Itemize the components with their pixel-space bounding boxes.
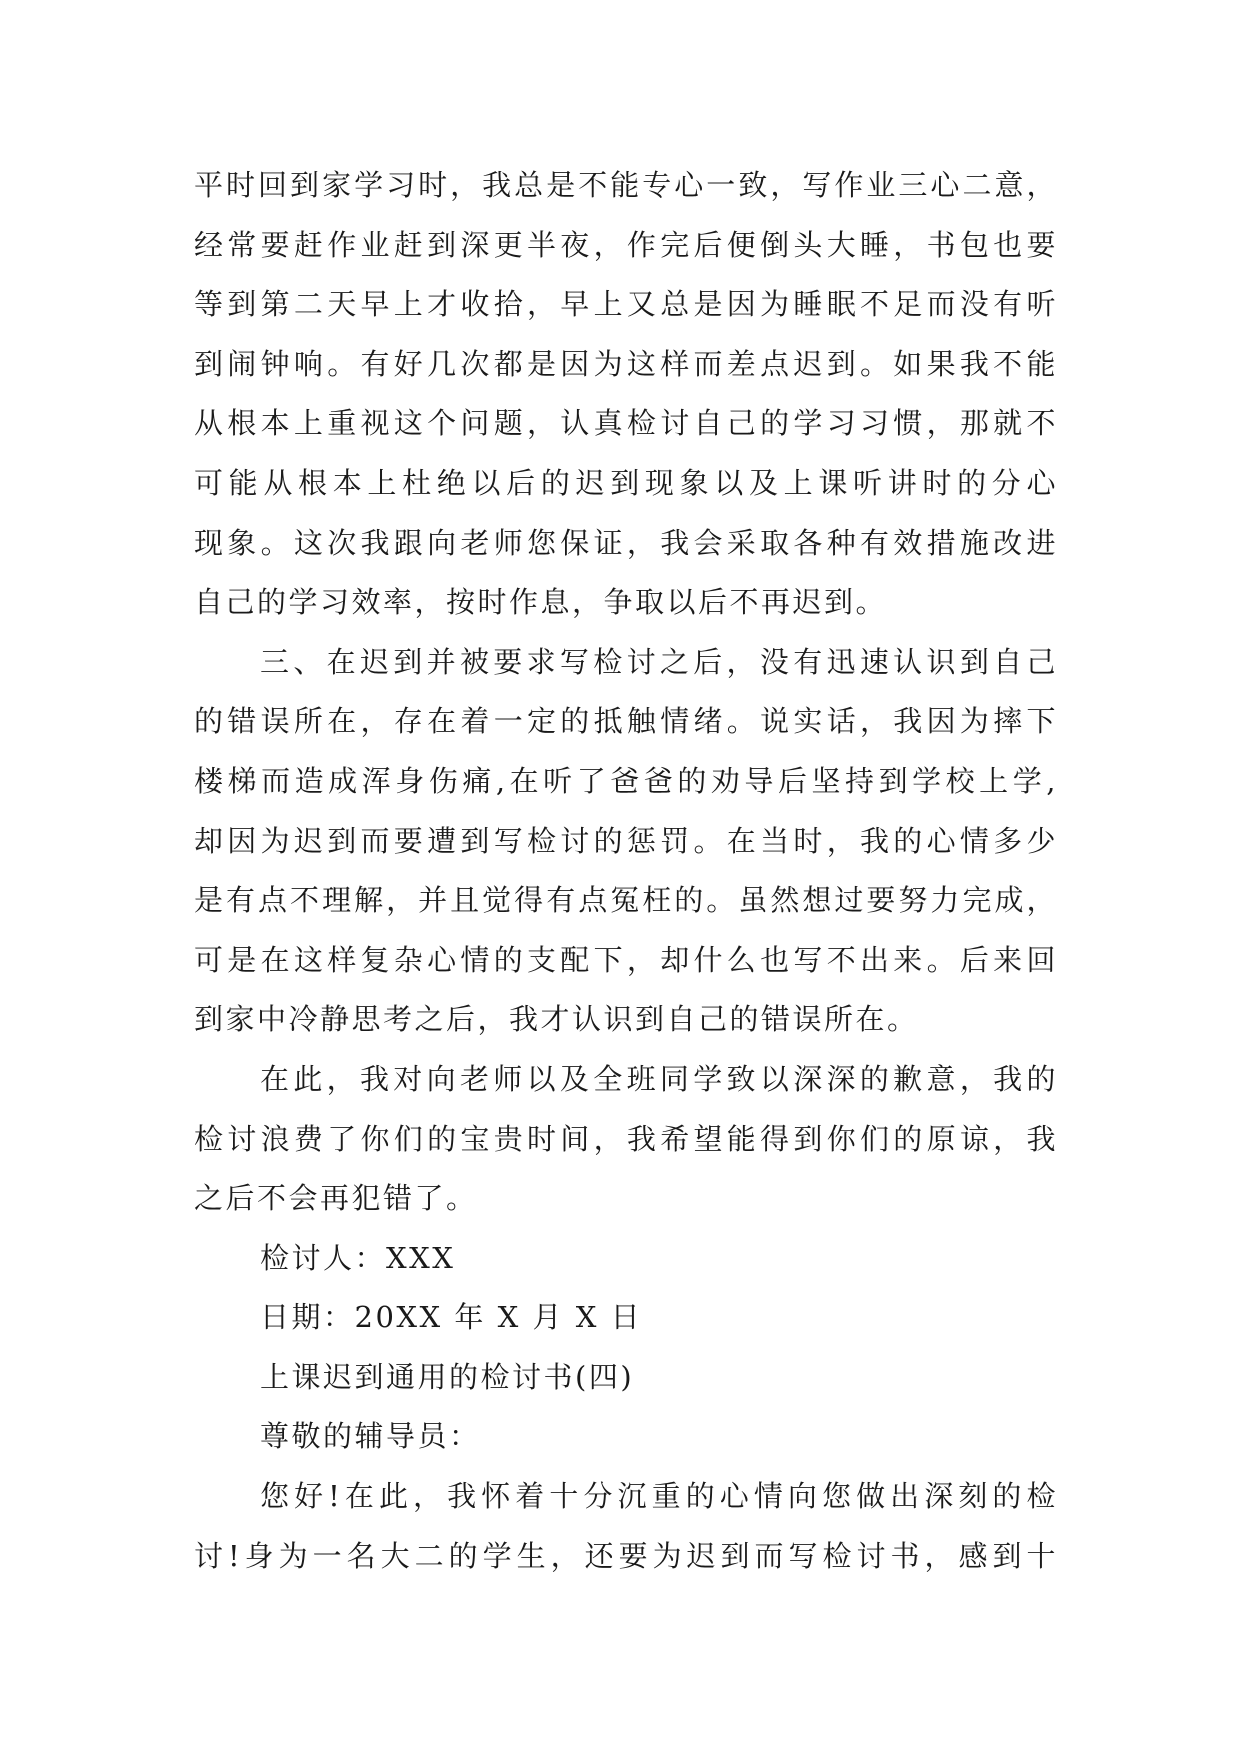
paragraph — [194, 156, 1058, 633]
signature-block — [194, 1229, 1058, 1289]
salutation-block — [194, 1407, 1058, 1467]
body-text-line: 平时回到家学习时，我总是不能专心一致，写作业三心二意， — [194, 168, 1058, 202]
body-text-line: 在此，我对向老师以及全班同学致以深深的歉意，我的 — [260, 1061, 1058, 1096]
body-text-line: 的错误所在，存在着一定的抵触情绪。说实话，我因为摔下 — [194, 704, 1058, 739]
body-text-line: 却因为迟到而要遭到写检讨的惩罚。在当时，我的心情多少 — [194, 823, 1058, 858]
body-text-line: 之后不会再犯错了。 — [194, 1181, 478, 1216]
date-block — [194, 1288, 1058, 1348]
body-text-line: 到闹钟响。有好几次都是因为这样而差点迟到。如果我不能 — [194, 346, 1058, 381]
body-text-line: 三、在迟到并被要求写检讨之后，没有迅速认识到自己 — [260, 644, 1058, 679]
section-title: 上课迟到通用的检讨书(四) — [260, 1359, 635, 1394]
body-text-line: 自己的学习效率，按时作息，争取以后不再迟到。 — [194, 585, 888, 620]
body-text-line: 讨!身为一名大二的学生，还要为迟到而写检讨书，感到十 — [194, 1538, 1058, 1573]
body-text-line: 楼梯而造成浑身伤痛,在听了爸爸的劝导后坚持到学校上学, — [194, 763, 1058, 798]
paragraph — [194, 633, 1058, 1050]
paragraph — [194, 1467, 1058, 1586]
body-text-line: 是有点不理解，并且觉得有点冤枉的。虽然想过要努力完成， — [194, 883, 1058, 918]
section-title-block — [194, 1348, 1058, 1408]
body-text-line: 可是在这样复杂心情的支配下，却什么也写不出来。后来回 — [194, 942, 1058, 977]
signature-line: 检讨人：XXX — [260, 1240, 456, 1275]
salutation: 尊敬的辅导员： — [260, 1419, 481, 1454]
date-line: 日期：20XX 年 X 月 X 日 — [260, 1300, 643, 1335]
body-text-line: 可能从根本上杜绝以后的迟到现象以及上课听讲时的分心 — [194, 465, 1058, 500]
body-text-line: 检讨浪费了你们的宝贵时间，我希望能得到你们的原谅，我 — [194, 1121, 1058, 1156]
body-text-line: 您好!在此，我怀着十分沉重的心情向您做出深刻的检 — [260, 1479, 1058, 1514]
body-text-line: 从根本上重视这个问题，认真检讨自己的学习习惯，那就不 — [194, 406, 1058, 441]
body-text-line: 到家中冷静思考之后，我才认识到自己的错误所在。 — [194, 1002, 919, 1037]
paragraph — [194, 1050, 1058, 1229]
body-text-line: 现象。这次我跟向老师您保证，我会采取各种有效措施改进 — [194, 525, 1058, 560]
body-text-line: 经常要赶作业赶到深更半夜，作完后便倒头大睡，书包也要 — [194, 227, 1058, 262]
document-page — [194, 156, 1058, 1586]
body-text-line: 等到第二天早上才收拾，早上又总是因为睡眠不足而没有听 — [194, 287, 1058, 322]
